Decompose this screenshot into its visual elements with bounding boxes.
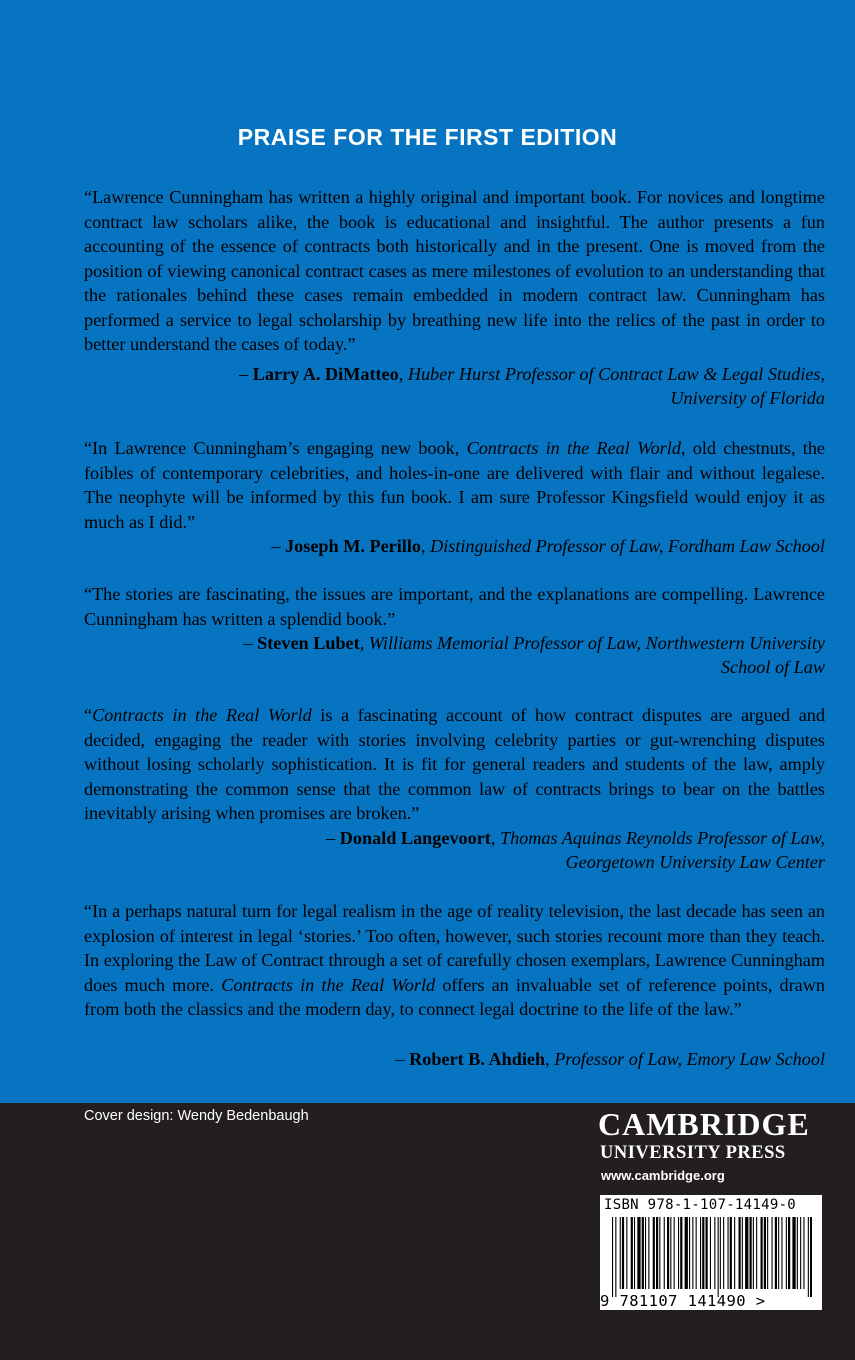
barcode bbox=[600, 1195, 822, 1310]
quote-1-author: Larry A. DiMatteo bbox=[252, 364, 399, 384]
cover-design-credit: Cover design: Wendy Bedenbaugh bbox=[84, 1108, 309, 1124]
barcode-bar bbox=[720, 1217, 721, 1289]
barcode-bar bbox=[742, 1217, 743, 1289]
barcode-bar bbox=[622, 1217, 624, 1289]
barcode-bar bbox=[714, 1217, 715, 1289]
barcode-bar bbox=[642, 1217, 644, 1289]
barcode-bar bbox=[767, 1217, 768, 1289]
publisher-logo: CAMBRIDGE bbox=[598, 1106, 810, 1142]
barcode-bar bbox=[788, 1217, 790, 1289]
book-title: Contracts in the Real World bbox=[466, 438, 681, 458]
barcode-bar bbox=[786, 1217, 787, 1289]
quote-5-attribution: – Robert B. Ahdieh, Professor of Law, Emory Law School bbox=[395, 1049, 825, 1069]
barcode-bar bbox=[797, 1217, 798, 1289]
barcode-bar bbox=[753, 1217, 754, 1289]
quote-3-title: Williams Memorial Professor of Law, Northwestern University bbox=[368, 633, 825, 653]
barcode-bar bbox=[680, 1217, 682, 1289]
quote-2-attribution: – Joseph M. Perillo, Distinguished Professor of Law, Fordham Law School bbox=[271, 536, 825, 556]
quote-4-title: Thomas Aquinas Reynolds Professor of Law, bbox=[499, 828, 825, 848]
quote-4-author: Donald Langevoort bbox=[339, 828, 491, 848]
barcode-bar bbox=[710, 1217, 711, 1289]
barcode-bar bbox=[667, 1217, 669, 1289]
barcode-bar bbox=[706, 1217, 708, 1289]
barcode-bar bbox=[637, 1217, 640, 1289]
barcode-number: 9 781107 141490 > bbox=[600, 1292, 766, 1310]
quote-3-attribution: – Steven Lubet, Williams Memorial Professor of Law, Northwestern University bbox=[243, 633, 825, 653]
barcode-bar bbox=[664, 1217, 665, 1289]
barcode-bar bbox=[808, 1217, 809, 1297]
barcode-bar bbox=[674, 1217, 675, 1289]
book-title: Contracts in the Real World bbox=[92, 705, 312, 725]
quote-5-title: Professor of Law, Emory Law School bbox=[554, 1049, 825, 1069]
publisher-url: www.cambridge.org bbox=[601, 1168, 725, 1183]
barcode-bar bbox=[723, 1217, 724, 1289]
praise-heading: PRAISE FOR THE FIRST EDITION bbox=[237, 124, 618, 150]
barcode-bar bbox=[615, 1217, 616, 1297]
barcode-bar bbox=[648, 1217, 649, 1289]
barcode-bar bbox=[718, 1217, 719, 1297]
barcode-bar bbox=[778, 1217, 779, 1289]
barcode-bar bbox=[781, 1217, 782, 1289]
quote-2-title: Distinguished Professor of Law, Fordham Law School bbox=[430, 536, 825, 556]
barcode-bar bbox=[656, 1217, 658, 1289]
quote-3-text: “The stories are fascinating, the issues are important, and the explanations are compelling. Lawrence Cunningham has written a splendid book.” bbox=[84, 584, 825, 629]
barcode-bar bbox=[700, 1217, 701, 1289]
barcode-bar bbox=[728, 1217, 729, 1289]
barcode-bar bbox=[631, 1217, 633, 1289]
quote-1-affiliation: University of Florida bbox=[670, 388, 825, 408]
barcode-bar bbox=[810, 1217, 812, 1297]
quote-1-text: “Lawrence Cunningham has written a highly original and important book. For novices and longtime contract law scholars alike, the book is educational and insightful. The author presents a fun accounting of the essence of contracts both historically and in the present. One is moved from the position of viewing canonical contract cases as mere milestones of evolution to an understanding that the rationales behind these cases remain embedded in modern contract law. Cunningham has performed a service to legal scholarship by breathing new life into the relics of the past in order to better understand the cases of today.” bbox=[84, 187, 825, 354]
barcode-bar bbox=[696, 1217, 697, 1289]
barcode-bar bbox=[653, 1217, 655, 1289]
barcode-bars bbox=[612, 1217, 812, 1297]
publisher-subtitle: UNIVERSITY PRESS bbox=[600, 1143, 786, 1163]
barcode-bar bbox=[800, 1217, 801, 1289]
barcode-bar bbox=[685, 1217, 688, 1289]
barcode-bar bbox=[634, 1217, 635, 1289]
barcode-bar bbox=[659, 1217, 660, 1289]
barcode-bar bbox=[792, 1217, 795, 1289]
quote-1-title: Huber Hurst Professor of Contract Law & Legal Studies, bbox=[407, 364, 825, 384]
barcode-bar bbox=[620, 1217, 621, 1289]
barcode-bar bbox=[745, 1217, 748, 1289]
barcode-bar bbox=[645, 1217, 646, 1289]
barcode-bar bbox=[803, 1217, 804, 1289]
barcode-bar bbox=[670, 1217, 671, 1289]
barcode-bar bbox=[761, 1217, 763, 1289]
quote-1-attribution: – Larry A. DiMatteo, Huber Hurst Professor of Contract Law & Legal Studies, bbox=[239, 364, 825, 384]
barcode-bar bbox=[730, 1217, 732, 1289]
barcode-bar bbox=[739, 1217, 741, 1289]
barcode-bar bbox=[750, 1217, 752, 1289]
barcode-bar bbox=[772, 1217, 773, 1289]
barcode-bar bbox=[764, 1217, 766, 1289]
barcode-bar bbox=[734, 1217, 735, 1289]
barcode-bar bbox=[612, 1217, 613, 1297]
quote-2-author: Joseph M. Perillo bbox=[285, 536, 421, 556]
barcode-bar bbox=[756, 1217, 757, 1289]
barcode-bar bbox=[626, 1217, 627, 1289]
book-title: Contracts in the Real World bbox=[221, 974, 436, 995]
isbn-text: ISBN 978-1-107-14149-0 bbox=[604, 1197, 797, 1213]
barcode-bar bbox=[678, 1217, 679, 1289]
quote-4-attribution: – Donald Langevoort, Thomas Aquinas Reynolds Professor of Law, bbox=[326, 828, 825, 848]
quote-4-affiliation: Georgetown University Law Center bbox=[565, 852, 825, 872]
barcode-bar bbox=[692, 1217, 693, 1289]
quote-5-text: “In a perhaps natural turn for legal realism in the age of reality television, the last decade has seen an explosion of interest in legal ‘stories.’ Too often, however, such stories recount more than they teach. In exploring the Law of Contract through a set of carefully chosen exemplars, Lawrence Cunningham does much more. Contracts in the Real World offers an invaluable set of reference points, drawn from both the classics and the modern day, to connect legal doctrine to the life of the law.” bbox=[84, 901, 825, 1019]
quote-5-author: Robert B. Ahdieh bbox=[409, 1049, 546, 1069]
quote-4-text: “Contracts in the Real World is a fascinating account of how contract disputes are argued and decided, engaging the reader with stories involving celebrity parties or gut-wrenching disputes without losing scholarly sophistication. It is fit for general readers and students of the law, amply demonstrating the common sense that the common law of contracts brings to bear on the battles inevitably arising when promises are broken.” bbox=[84, 705, 825, 823]
barcode-bar bbox=[689, 1217, 690, 1289]
barcode-bar bbox=[775, 1217, 777, 1289]
barcode-bar bbox=[702, 1217, 704, 1289]
quote-3-affiliation: School of Law bbox=[720, 657, 825, 677]
quote-3-author: Steven Lubet bbox=[257, 633, 360, 653]
quote-2-text: “In Lawrence Cunningham’s engaging new book, Contracts in the Real World, old chestnuts, the foibles of contemporary celebrities, and holes-in-one are delivered with flair and without legalese. The neophyte will be informed by this fun book. I am sure Professor Kingsfield would enjoy it as much as I did.” bbox=[84, 438, 825, 532]
